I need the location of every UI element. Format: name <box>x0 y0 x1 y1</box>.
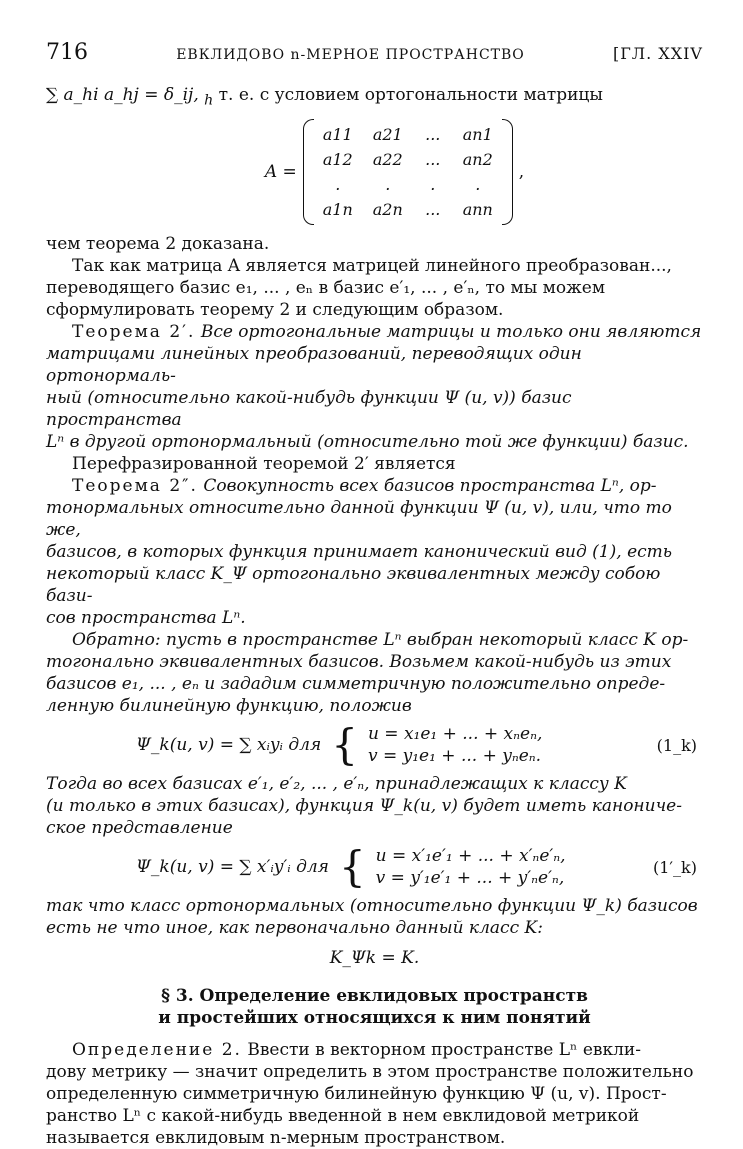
matrix-cell: an1 <box>462 125 493 145</box>
orthogonality-formula: ∑ a_hi a_hj = δ_ij, <box>46 85 199 105</box>
text-line: Все ортогональные матрицы и только они являются <box>200 322 702 343</box>
text-line: переводящего базис e₁, ... , eₙ в базис e′₁, ... , e′ₙ, то мы можем <box>46 278 606 299</box>
text-line: ленную билинейную функцию, положив <box>46 696 412 717</box>
section-heading-line: и простейших относящихся к ним понятий <box>158 1008 591 1029</box>
text-line: ское представление <box>46 818 233 839</box>
text-line: ранство Lⁿ с какой-нибудь введенной в нем евклидовой метрикой <box>46 1106 640 1127</box>
text-line: матрицами линейных преобразований, переводящих один ортонормаль- <box>46 344 582 387</box>
section-heading <box>46 985 703 1029</box>
matrix-A <box>303 121 513 223</box>
brace-symbol: { <box>338 842 366 892</box>
chapter-ref: [ГЛ. XXIV <box>612 44 703 63</box>
matrix-cell: a12 <box>322 150 353 170</box>
matrix-cell: an2 <box>462 150 493 170</box>
text-line: Обратно: пусть в пространстве Lⁿ выбран некоторый класс K ор- <box>72 630 689 651</box>
text-line: Ввести в векторном пространстве Lⁿ евкли- <box>247 1040 641 1061</box>
text-line: чем теорема 2 доказана. <box>46 234 270 255</box>
converse-paragraph <box>46 629 703 717</box>
equation-1k-prime <box>46 842 703 892</box>
text-line: Так как матрица A является матрицей линейного преобразован..., <box>72 256 672 277</box>
equation-tag: (1_k) <box>656 735 697 755</box>
text-line: Lⁿ в другой ортонормальный (относительно той же функции) базис. <box>46 432 689 453</box>
text-line: ный (относительно какой-нибудь функции Ψ (u, v)) базис пространства <box>46 388 572 431</box>
text-line: определенную симметричную билинейную функцию Ψ (u, v). Прост- <box>46 1084 667 1105</box>
theorem-2-prime <box>46 321 703 453</box>
equation-line: v = y₁e₁ + ... + yₙeₙ. <box>367 746 542 767</box>
matrix-cell: a22 <box>372 150 403 170</box>
matrix-cell: ann <box>462 200 493 220</box>
text-line: Совокупность всех базисов пространства Lⁿ, ор- <box>203 476 657 497</box>
text-line: так что класс ортонормальных (относительно функции Ψ_k) базисов <box>46 896 698 917</box>
matrix-trailing: , <box>518 162 525 183</box>
matrix-cell: ... <box>425 150 441 170</box>
definition-2 <box>46 1039 703 1149</box>
proof-end-paragraph <box>46 233 703 321</box>
class-equality: K_Ψk = K. <box>329 948 420 969</box>
brace-symbol: { <box>331 720 358 770</box>
text-line: дову метрику — значит определить в этом пространстве положительно <box>46 1062 694 1083</box>
matrix-cell: a1n <box>322 200 353 220</box>
text-line: есть не что иное, как первоначально данный класс K: <box>46 918 543 939</box>
matrix-equation <box>86 121 703 223</box>
matrix-cell: . <box>430 175 436 195</box>
page-header <box>46 40 703 84</box>
text-line: называется евклидовым n-мерным пространством. <box>46 1128 506 1149</box>
text-line: сов пространства Lⁿ. <box>46 608 246 629</box>
running-title: ЕВКЛИДОВО n-МЕРНОЕ ПРОСТРАНСТВО <box>176 47 525 63</box>
text-line: тонормальных относительно данной функции Ψ (u, v), или, что то же, <box>46 498 672 541</box>
sum-index: h <box>204 92 214 109</box>
section-heading-line: § 3. Определение евклидовых пространств <box>161 986 588 1007</box>
equation-tag: (1′_k) <box>653 857 697 877</box>
matrix-cell: . <box>335 175 341 195</box>
equation-line: v = y′₁e′₁ + ... + y′ₙe′ₙ, <box>375 868 565 889</box>
text-line: сформулировать теорему 2 и следующим образом. <box>46 300 504 321</box>
theorem-label: Теорема 2′. <box>72 322 196 343</box>
intro-text: т. е. с условием ортогональности матрицы <box>218 85 603 105</box>
page-number: 716 <box>46 40 88 65</box>
matrix-cell: a21 <box>372 125 403 145</box>
intro-line <box>46 84 703 111</box>
equation-line: u = x₁e₁ + ... + xₙeₙ, <box>367 724 543 745</box>
text-line: тогонально эквивалентных базисов. Возьмем какой-нибудь из этих <box>46 652 672 673</box>
equation-lhs: Ψ_k(u, v) = ∑ x′ᵢy′ᵢ для <box>136 857 329 878</box>
text-line: некоторый класс K_Ψ ортогонально эквивалентных между собою бази- <box>46 564 661 607</box>
text-line: базисов, в которых функция принимает канонический вид (1), есть <box>46 542 673 563</box>
matrix-lhs: A = <box>264 162 297 183</box>
definition-label: Определение 2. <box>72 1040 242 1061</box>
equation-line: u = x′₁e′₁ + ... + x′ₙe′ₙ, <box>375 846 566 867</box>
equation-lhs: Ψ_k(u, v) = ∑ xᵢyᵢ для <box>136 735 322 756</box>
matrix-cell: . <box>475 175 481 195</box>
matrix-cell: ... <box>425 125 441 145</box>
equation-1k <box>46 720 703 770</box>
text-line: базисов e₁, ... , eₙ и зададим симметричную положительно опреде- <box>46 674 666 695</box>
theorem-2-double-prime <box>46 475 703 629</box>
matrix-cell: ... <box>425 200 441 220</box>
theorem-label: Теорема 2″. <box>72 476 198 497</box>
then-paragraph <box>46 773 703 839</box>
matrix-cell: . <box>385 175 391 195</box>
text-line: Тогда во всех базисах e′₁, e′₂, ... , e′ₙ, принадлежащих к классу K <box>46 774 627 795</box>
rephrased-line: Перефразированной теоремой 2′ является <box>72 454 456 475</box>
matrix-cell: a11 <box>322 125 353 145</box>
so-that-paragraph <box>46 895 703 939</box>
text-line: (и только в этих базисах), функция Ψ_k(u, v) будет иметь канониче- <box>46 796 682 817</box>
matrix-cell: a2n <box>372 200 403 220</box>
